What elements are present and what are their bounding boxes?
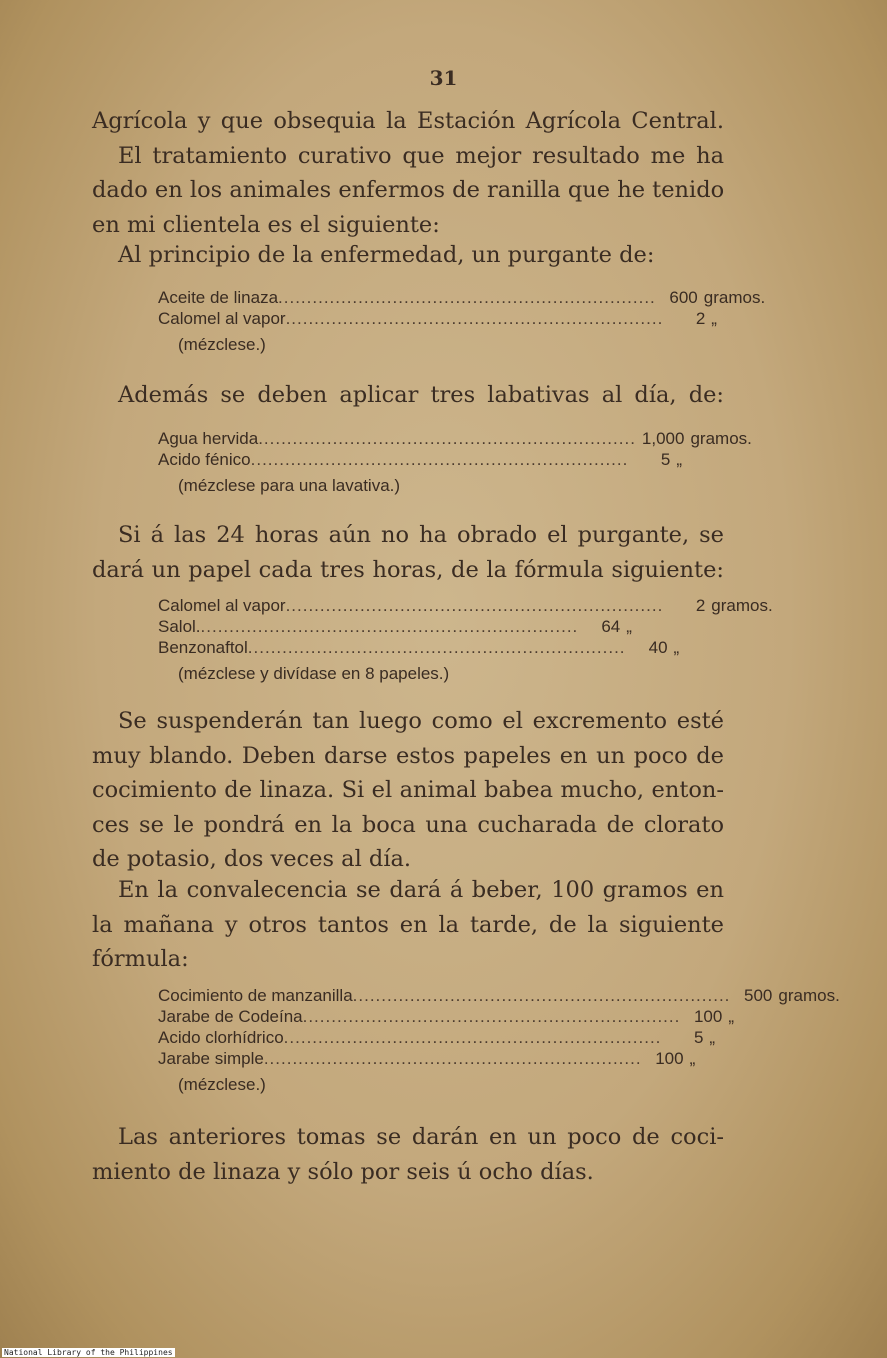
ingredient-unit: „ bbox=[711, 309, 717, 328]
text-line: la mañana y otros tantos en la tarde, de la siguiente bbox=[92, 911, 724, 938]
text-line: dará un papel cada tres horas, de la fórmula siguiente: bbox=[92, 556, 724, 583]
recipe-3 bbox=[158, 595, 773, 686]
ingredient-quantity: 100 bbox=[655, 1049, 684, 1068]
ingredient-unit: gramos. bbox=[778, 986, 840, 1005]
recipe-row bbox=[158, 1006, 735, 1027]
dot-leader: .................................................................. bbox=[285, 596, 664, 615]
paragraph-7 bbox=[92, 1120, 724, 1189]
recipe-row bbox=[158, 616, 658, 637]
text-line: ces se le pondrá en la boca una cucharada de clorato bbox=[92, 811, 724, 838]
ingredient-quantity: 2 bbox=[695, 596, 706, 615]
ingredient-quantity: 100 bbox=[693, 1007, 723, 1026]
ingredient-quantity: 5 bbox=[693, 1028, 704, 1047]
ingredient-quantity: 600 bbox=[669, 288, 698, 307]
ingredient-unit: „ bbox=[673, 638, 680, 657]
recipe-row bbox=[158, 428, 752, 449]
ingredient-name: Calomel al vapor bbox=[158, 309, 286, 328]
ingredient-quantity: 1,000 bbox=[641, 429, 685, 448]
ingredient-quantity: 64 bbox=[601, 617, 621, 636]
page-number: 31 bbox=[429, 66, 458, 90]
ingredient-unit: „ bbox=[709, 1028, 716, 1047]
dot-leader: .................................................................. bbox=[247, 638, 626, 657]
recipe-row bbox=[158, 308, 717, 329]
text-line: Si á las 24 horas aún no ha obrado el purgante, se bbox=[118, 522, 724, 548]
dot-leader: .................................................................. bbox=[250, 450, 629, 469]
dot-leader: .................................................................. bbox=[302, 1007, 681, 1026]
text-line: El tratamiento curativo que mejor resultado me ha bbox=[118, 142, 724, 169]
ingredient-unit: „ bbox=[689, 1049, 696, 1068]
ingredient-name: Calomel al vapor bbox=[158, 596, 286, 615]
ingredient-unit: „ bbox=[626, 617, 632, 636]
recipe-row bbox=[158, 1027, 716, 1048]
text-line: Agrícola y que obsequia la Estación Agrícola Central. bbox=[92, 108, 724, 134]
recipe-note: (mézclese.) bbox=[178, 1075, 266, 1094]
paragraph-2 bbox=[92, 238, 724, 273]
text-line: de potasio, dos veces al día. bbox=[92, 846, 412, 872]
text-line: Al principio de la enfermedad, un purgante de: bbox=[118, 242, 655, 268]
text-line: Las anteriores tomas se darán en un poco de coci- bbox=[118, 1124, 724, 1150]
recipe-row bbox=[158, 287, 766, 308]
text-line: miento de linaza y sólo por seis ú ocho días. bbox=[92, 1158, 594, 1185]
paragraph-4 bbox=[92, 518, 724, 587]
ingredient-unit: „ bbox=[728, 1007, 735, 1026]
ingredient-unit: „ bbox=[676, 450, 683, 469]
ingredient-quantity: 40 bbox=[648, 638, 668, 657]
dot-leader: .................................................................. bbox=[258, 429, 636, 448]
text-line: fórmula: bbox=[92, 946, 189, 972]
recipe-note: (mézclese y divídase en 8 papeles.) bbox=[178, 664, 450, 683]
recipe-row bbox=[158, 449, 683, 470]
ingredient-unit: gramos. bbox=[711, 596, 773, 615]
recipe-note: (mézclese.) bbox=[178, 335, 266, 354]
paragraph-6 bbox=[92, 873, 724, 977]
ingredient-name: Jarabe simple bbox=[158, 1049, 264, 1068]
ingredient-name: Benzonaftol bbox=[158, 638, 248, 657]
dot-leader: .................................................................. bbox=[352, 986, 731, 1005]
text-line: en mi clientela es el siguiente: bbox=[92, 211, 440, 238]
ingredient-quantity: 5 bbox=[660, 450, 671, 469]
recipe-4 bbox=[158, 985, 840, 1097]
ingredient-name: Acido fénico bbox=[158, 450, 251, 469]
recipe-row bbox=[158, 985, 840, 1006]
paragraph-3 bbox=[92, 378, 724, 413]
recipe-row bbox=[158, 595, 773, 616]
dot-leader: .................................................................. bbox=[278, 288, 656, 307]
library-footer: National Library of the Philippines bbox=[4, 1348, 173, 1357]
text-line: En la convalecencia se dará á beber, 100 gramos en bbox=[118, 877, 724, 903]
ingredient-name: Aceite de linaza bbox=[158, 288, 279, 307]
paragraph-5 bbox=[92, 704, 724, 877]
dot-leader: .................................................................. bbox=[200, 617, 579, 636]
ingredient-quantity: 500 bbox=[744, 986, 773, 1005]
ingredient-name: Salol. bbox=[158, 617, 201, 636]
ingredient-quantity: 2 bbox=[695, 309, 706, 328]
ingredient-name: Jarabe de Codeína bbox=[158, 1007, 303, 1026]
dot-leader: .................................................................. bbox=[263, 1049, 642, 1068]
recipe-2 bbox=[158, 428, 752, 498]
recipe-note: (mézclese para una lavativa.) bbox=[178, 476, 401, 495]
ingredient-name: Agua hervida bbox=[158, 429, 259, 448]
text-line: Además se deben aplicar tres labativas al día, de: bbox=[118, 382, 724, 408]
ingredient-name: Cocimiento de manzanilla bbox=[158, 986, 353, 1005]
recipe-row bbox=[158, 637, 680, 658]
text-line: cocimiento de linaza. Si el animal babea mucho, enton- bbox=[92, 777, 724, 803]
dot-leader: .................................................................. bbox=[283, 1028, 662, 1047]
dot-leader: .................................................................. bbox=[285, 309, 664, 328]
text-line: muy blando. Deben darse estos papeles en un poco de bbox=[92, 742, 724, 769]
ingredient-name: Acido clorhídrico bbox=[158, 1028, 284, 1047]
text-line: Se suspenderán tan luego como el excremento esté bbox=[118, 708, 724, 734]
text-line: dado en los animales enfermos de ranilla que he tenido bbox=[92, 177, 725, 203]
paragraph-1 bbox=[92, 104, 724, 242]
recipe-row bbox=[158, 1048, 696, 1069]
ingredient-unit: gramos. bbox=[690, 429, 752, 448]
recipe-1 bbox=[158, 287, 766, 357]
ingredient-unit: gramos. bbox=[703, 288, 766, 307]
